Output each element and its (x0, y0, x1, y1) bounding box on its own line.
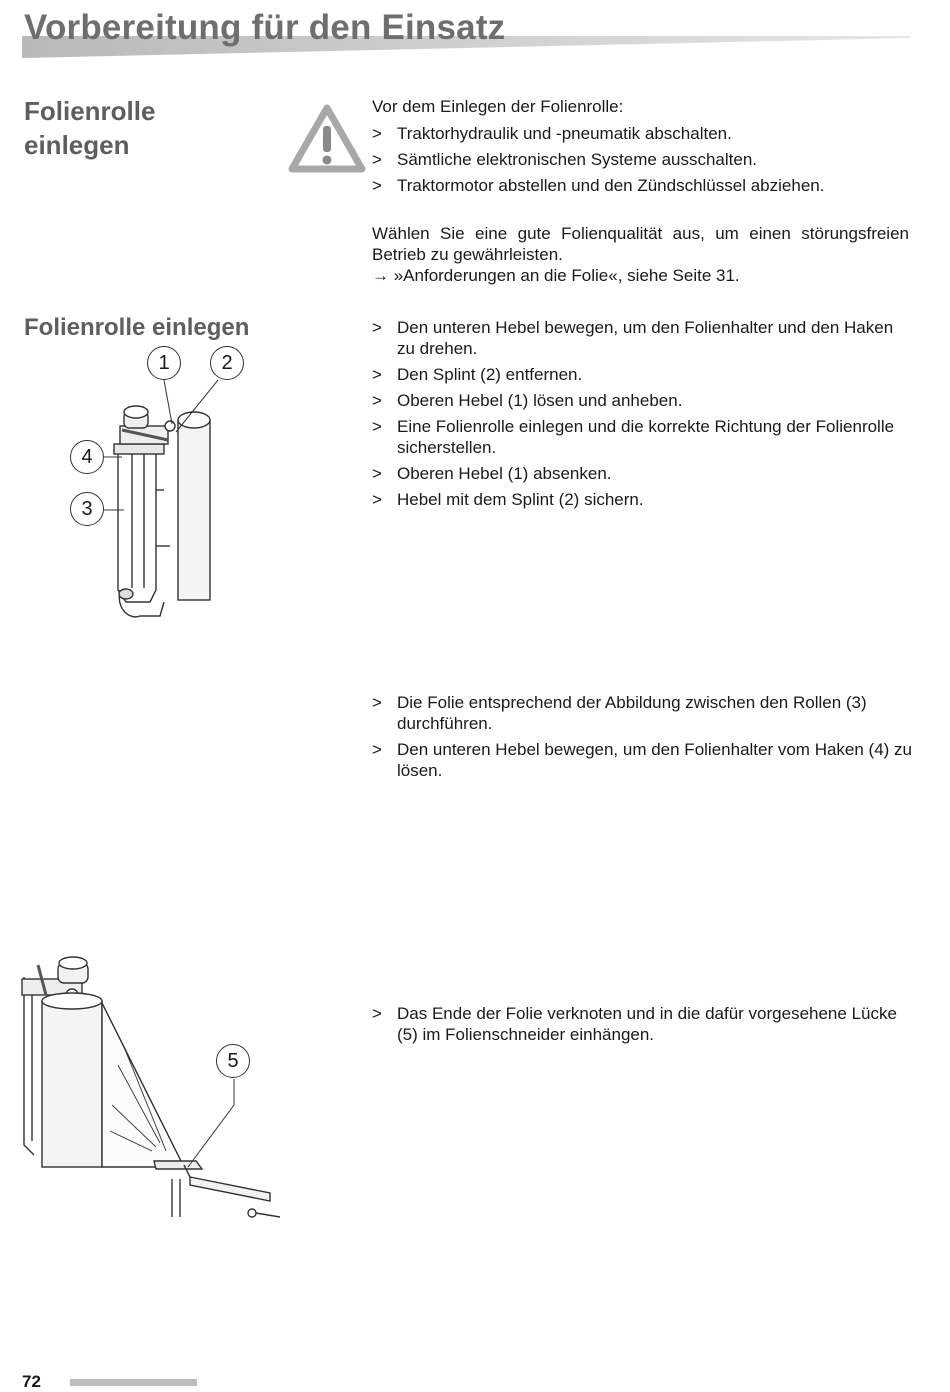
section-title-1-line1: Folienrolle (24, 96, 156, 126)
step-item: > Das Ende der Folie verknoten und in die dafür vorgesehene Lücke (5) im Folienschneider einhängen. (372, 1003, 912, 1045)
page-number: 72 (22, 1372, 41, 1391)
steps-list-1 (372, 317, 912, 515)
callout-4: 4 (70, 440, 104, 474)
film-cutter-illustration (20, 955, 290, 1225)
step-item: > Eine Folienrolle einlegen und die korrekte Richtung der Folienrolle sicherstellen. (372, 416, 912, 458)
footer-bar (70, 1379, 197, 1386)
step-item: > Den unteren Hebel bewegen, um den Folienhalter vom Haken (4) zu lösen. (372, 739, 912, 781)
figure-film-holder (60, 340, 280, 630)
section-title-1 (24, 94, 155, 162)
warning-triangle-icon (287, 102, 367, 174)
figure-film-cutter (20, 955, 290, 1225)
step-item: > Hebel mit dem Splint (2) sichern. (372, 489, 912, 510)
steps-list-2 (372, 692, 912, 786)
step-item: > Oberen Hebel (1) absenken. (372, 463, 912, 484)
section-title-1-line2: einlegen (24, 130, 130, 160)
warning-item: > Sämtliche elektronischen Systeme ausschalten. (372, 149, 912, 170)
page-title: Vorbereitung für den Einsatz (24, 8, 506, 47)
step-item: > Die Folie entsprechend der Abbildung zwischen den Rollen (3) durchführen. (372, 692, 912, 734)
callout-5: 5 (216, 1044, 250, 1078)
warning-list (372, 123, 912, 201)
step-item: > Den unteren Hebel bewegen, um den Folienhalter und den Haken zu drehen. (372, 317, 912, 359)
warning-item: > Traktorhydraulik und -pneumatik abschalten. (372, 123, 912, 144)
steps-list-3 (372, 1003, 912, 1050)
note-text: Wählen Sie eine gute Folienqualität aus, um einen störungsfreien Betrieb zu gewährleisten. (372, 224, 909, 264)
film-holder-illustration (60, 340, 280, 630)
cross-reference-link[interactable]: → »Anforderungen an die Folie«, siehe Seite 31. (372, 266, 740, 285)
section-title-2: Folienrolle einlegen (24, 314, 250, 341)
callout-2: 2 (210, 346, 244, 380)
callout-3: 3 (70, 492, 104, 526)
warning-item: > Traktormotor abstellen und den Zündschlüssel abziehen. (372, 175, 912, 196)
callout-1: 1 (147, 346, 181, 380)
warning-intro: Vor dem Einlegen der Folienrolle: (372, 97, 624, 116)
step-item: > Oberen Hebel (1) lösen und anheben. (372, 390, 912, 411)
step-item: > Den Splint (2) entfernen. (372, 364, 912, 385)
